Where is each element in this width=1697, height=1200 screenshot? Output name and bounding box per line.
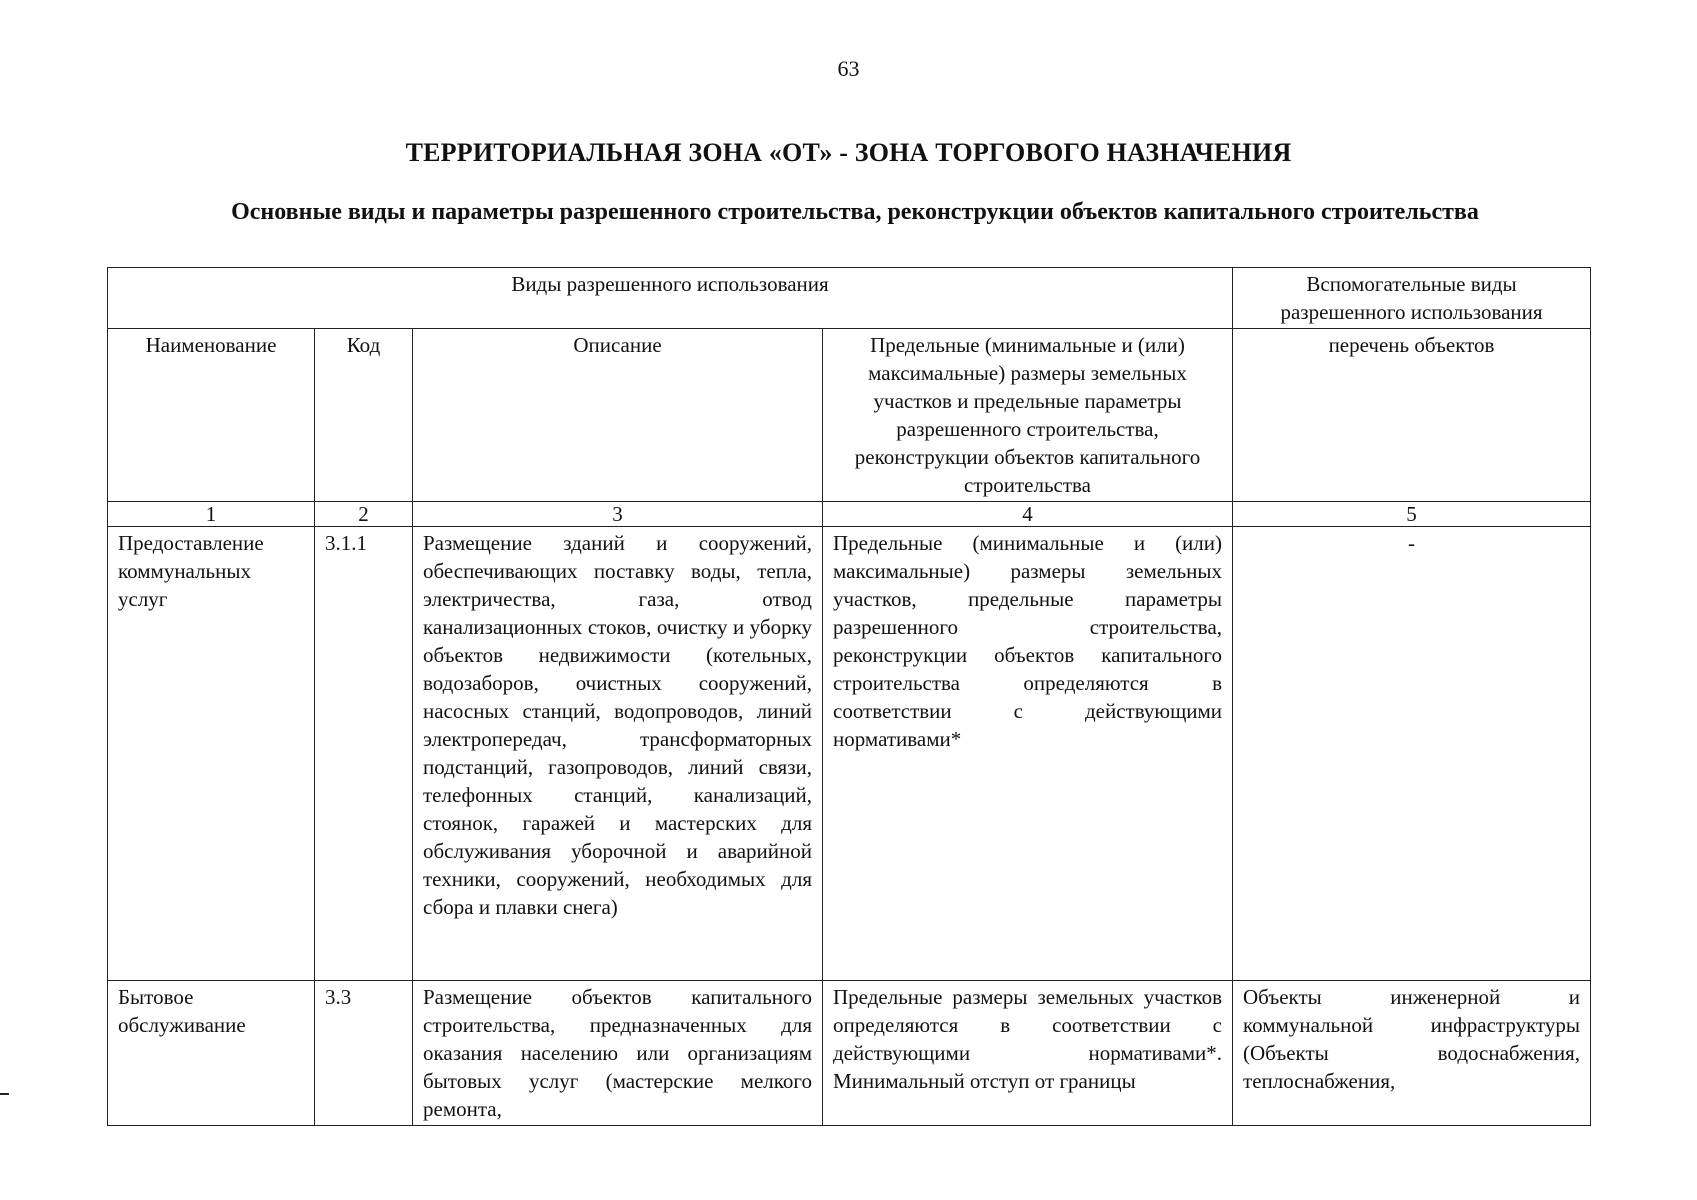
- column-header-code: Код: [315, 329, 413, 502]
- zone-title: ТЕРРИТОРИАЛЬНАЯ ЗОНА «ОТ» - ЗОНА ТОРГОВОГО НАЗНАЧЕНИЯ: [405, 138, 1292, 167]
- column-number: 4: [823, 502, 1233, 527]
- row-name: Предоставление коммунальных услуг: [108, 527, 315, 981]
- column-number: 5: [1233, 502, 1591, 527]
- header-main-uses: Виды разрешенного использования: [108, 268, 1233, 329]
- column-header-description: Описание: [413, 329, 823, 502]
- column-header-objects: перечень объектов: [1233, 329, 1591, 502]
- row-description: Размещение зданий и сооружений, обеспечивающих поставку воды, тепла, электричества, газа, отвод канализационных стоков, очистку и уборку объектов недвижимости (котельных, водозаборов, очистных сооружений, насосных станций, водопроводов, линий электропередач, трансформаторных подстанций, газопроводов, линий связи, телефонных станций, канализаций, стоянок, гаражей и мастерских для обслуживания уборочной и аварийной техники, сооружений, необходимых для сбора и плавки снега): [413, 527, 823, 981]
- row-limits: Предельные (минимальные и (или) максимальные) размеры земельных участков, предельные параметры разрешенного строительства, реконструкции объектов капитального строительства определяются в соответствии с действующими нормативами*: [823, 527, 1233, 981]
- column-header-limits: Предельные (минимальные и (или) максимальные) размеры земельных участков и предельные параметры разрешенного строительства, реконструкции объектов капитального строительства: [823, 329, 1233, 502]
- land-use-table: [107, 267, 1591, 1126]
- row-auxiliary: Объекты инженерной и коммунальной инфраструктуры (Объекты водоснабжения, теплоснабжения,: [1233, 981, 1591, 1126]
- row-limits: Предельные размеры земельных участков определяются в соответствии с действующими нормативами*. Минимальный отступ от границы: [823, 981, 1233, 1126]
- table-group-header-row: [108, 268, 1591, 329]
- column-number: 2: [315, 502, 413, 527]
- section-title: Основные виды и параметры разрешенного строительства, реконструкции объектов капитального строительства: [231, 199, 1479, 225]
- column-number-row: [108, 502, 1591, 527]
- table-row: [108, 981, 1591, 1126]
- row-name: Бытовое обслуживание: [108, 981, 315, 1126]
- row-code: 3.1.1: [315, 527, 413, 981]
- column-number: 3: [413, 502, 823, 527]
- column-header-name: Наименование: [108, 329, 315, 502]
- table-row: [108, 527, 1591, 981]
- table-header-row: [108, 329, 1591, 502]
- row-code: 3.3: [315, 981, 413, 1126]
- margin-mark: [0, 1093, 9, 1095]
- row-description: Размещение объектов капитального строительства, предназначенных для оказания населению или организациям бытовых услуг (мастерские мелкого ремонта,: [413, 981, 823, 1126]
- page-number: 63: [837, 56, 860, 81]
- header-auxiliary-uses: Вспомогательные виды разрешенного использования: [1233, 268, 1591, 329]
- column-number: 1: [108, 502, 315, 527]
- row-auxiliary: -: [1233, 527, 1591, 981]
